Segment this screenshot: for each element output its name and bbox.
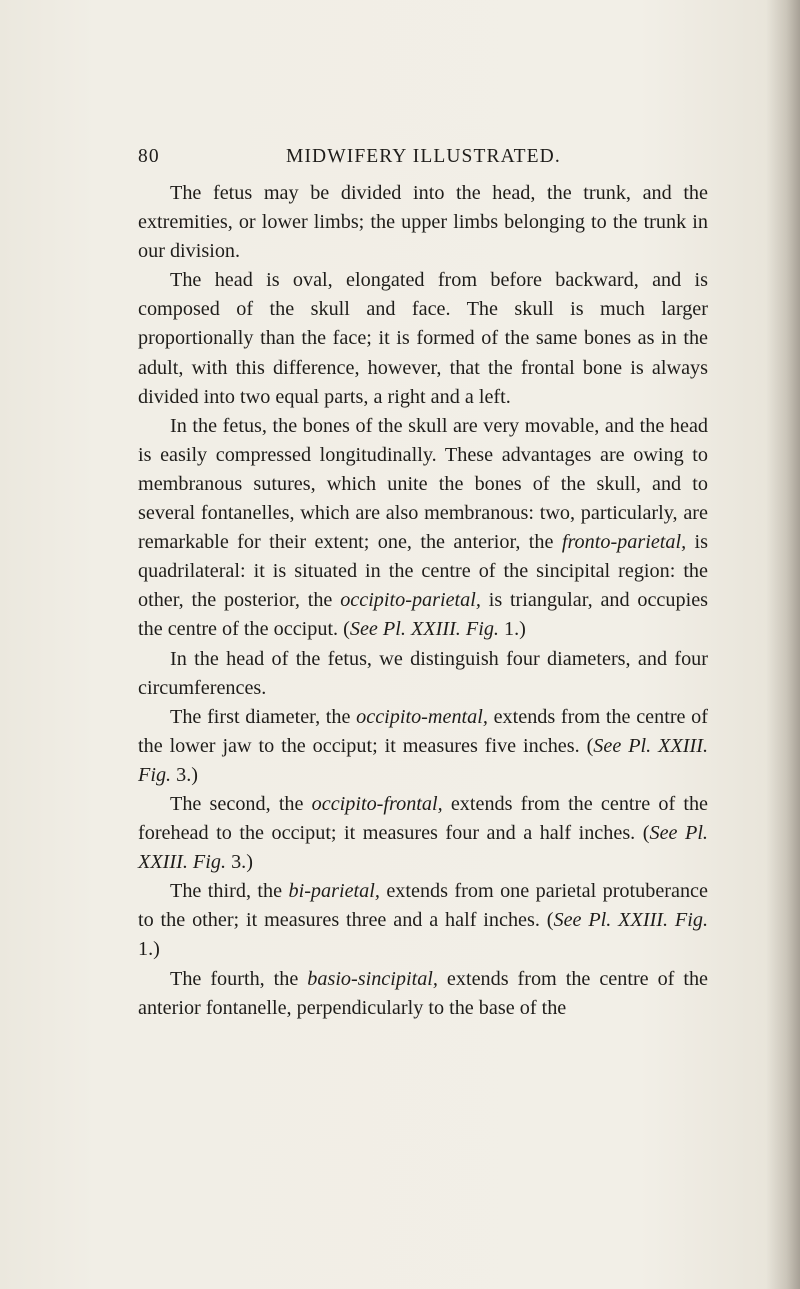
text-run: 1.) (498, 618, 526, 641)
text-run: The first diameter, the (170, 705, 357, 728)
paragraph-fetus-division: The fetus may be divided into the head, the trunk, and the extremities, or lower limbs; the upper limbs belonging to the trunk in our division. (138, 182, 708, 263)
text-run: is quadrilateral: it is situated in the centre of the sincipital region: the other, the posterior, the (138, 531, 709, 612)
text-run: 1.) (138, 938, 160, 961)
plate-reference: See Pl. XXIII. Fig. (349, 618, 499, 641)
page-header (138, 146, 602, 168)
text-run: The fourth, the (170, 967, 308, 990)
paragraph-third-diameter (138, 877, 708, 964)
text-run: is triangular, and occupies the centre of the occiput. ( (138, 589, 709, 641)
paragraph-fourth-diameter (138, 965, 708, 1023)
term-basio-sincipital: basio-sincipital, (307, 967, 438, 990)
text-run: 3.) (226, 851, 253, 874)
text-run: extends from the centre of the forehead to the occiput; it measures four and a half inches. ( (138, 792, 709, 845)
text-run: The third, the (170, 880, 289, 903)
text-run: 3.) (171, 763, 199, 786)
plate-reference: See Pl. XXIII. Fig. (138, 822, 708, 874)
paragraph-fontanelles (138, 412, 708, 645)
text-run: In the fetus, the bones of the skull are very movable, and the head is easily compressed longitudinally. These advantages are owing to membranous sutures, which unite the bones of the skull, and to several fontanelles, which are also membranous: two, particularly, are remarkable for their extent; one, the anterior, the (138, 414, 708, 554)
text-run: extends from the centre of the anterior fontanelle, perpendicularly to the base of the (138, 967, 708, 1019)
paragraph-head-description: The head is oval, elongated from before backward, and is composed of the skull and face. The skull is much larger proportionally than the face; it is formed of the same bones as in the adult, with this difference, however, that the frontal bone is always divided into two equal parts, a right and a left. (138, 269, 708, 408)
page-number: 80 (138, 146, 160, 167)
paragraph-second-diameter (138, 790, 708, 877)
term-fronto-parietal: fronto-parietal, (561, 531, 687, 554)
term-occipito-mental: occipito-mental, (356, 705, 488, 728)
term-bi-parietal: bi-parietal, (288, 880, 380, 903)
running-title: MIDWIFERY ILLUSTRATED. (286, 146, 561, 167)
text-run: extends from the centre of the lower jaw to the occiput; it measures five inches. ( (138, 705, 709, 757)
term-occipito-parietal: occipito-parietal, (340, 589, 481, 612)
plate-reference: See Pl. XXIII. Fig. (138, 734, 708, 786)
text-run: extends from one parietal protuberance to the other; it measures three and a half inches. ( (138, 880, 708, 932)
term-occipito-frontal: occipito-frontal, (311, 792, 443, 815)
body-text (138, 179, 708, 1023)
text-run: The second, the (170, 792, 312, 815)
paragraph-diameters-intro: In the head of the fetus, we distinguish four diameters, and four circumferences. (138, 647, 708, 699)
paragraph-first-diameter (138, 703, 708, 790)
plate-reference: See Pl. XXIII. Fig. (553, 909, 708, 932)
page-edge-shadow (766, 0, 800, 1289)
